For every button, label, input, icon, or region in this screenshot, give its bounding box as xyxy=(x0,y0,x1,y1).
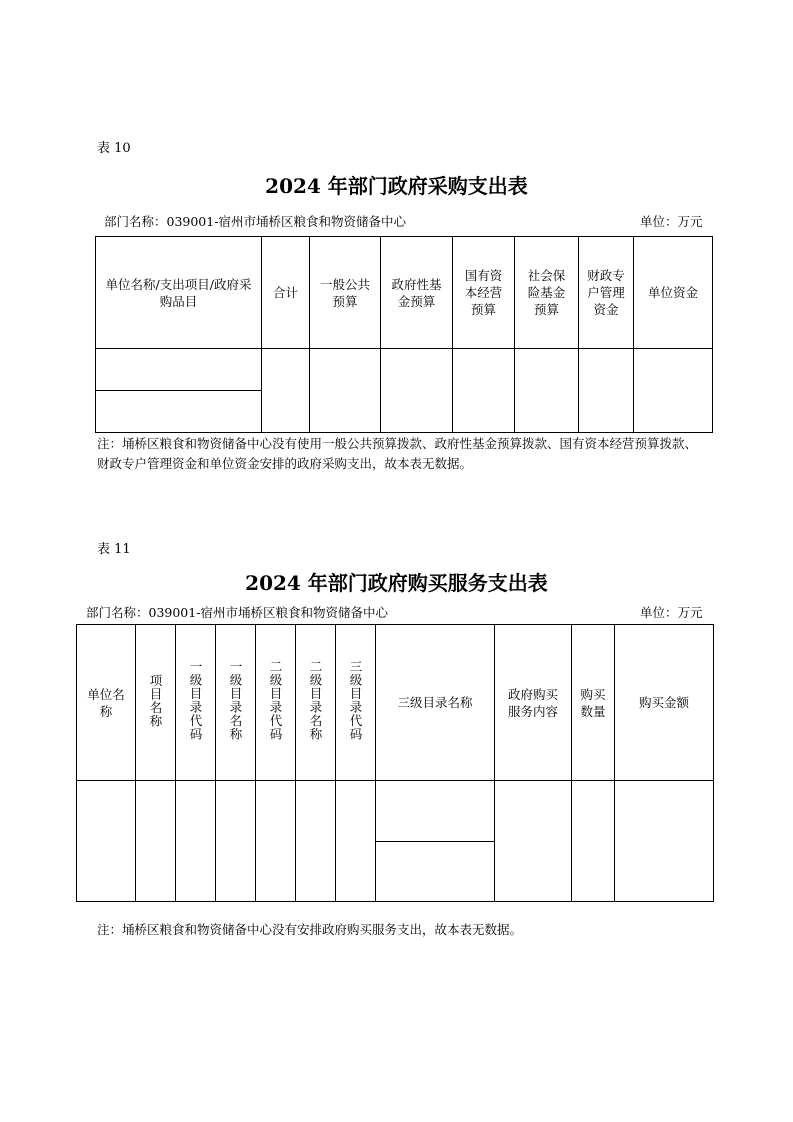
header-label: 一级目录代码 xyxy=(188,660,203,741)
empty-cell xyxy=(216,781,256,902)
header-label: 政府性基金预算 xyxy=(391,276,442,309)
table11-note: 注：埇桥区粮食和物资储备中心没有安排政府购买服务支出，故本表无数据。 xyxy=(97,922,523,937)
table10-dept: 部门名称：039001-宿州市埇桥区粮食和物资储备中心 xyxy=(104,214,406,229)
table11-dept: 部门名称：039001-宿州市埇桥区粮食和物资储备中心 xyxy=(86,605,388,620)
empty-cell xyxy=(376,781,495,842)
empty-cell xyxy=(296,781,336,902)
table11-tag: 表 11 xyxy=(97,542,131,557)
header-label: 单位资金 xyxy=(647,285,698,300)
empty-cell xyxy=(634,349,713,433)
empty-cell xyxy=(336,781,376,902)
table11-header-cell xyxy=(176,625,216,781)
table11-header-cell xyxy=(336,625,376,781)
table11-title: 2024 年部门政府购买服务支出表 xyxy=(245,571,548,595)
empty-cell xyxy=(256,781,296,902)
header-label: 一般公共预算 xyxy=(320,276,371,309)
empty-cell xyxy=(453,349,515,433)
empty-cell xyxy=(515,349,579,433)
header-label: 项目名称 xyxy=(148,673,163,728)
table10-header-cell xyxy=(96,237,262,349)
table10-header-cell xyxy=(515,237,579,349)
table10-header-cell xyxy=(453,237,515,349)
table10-header-cell xyxy=(579,237,634,349)
table10-title: 2024 年部门政府采购支出表 xyxy=(265,174,528,198)
empty-cell xyxy=(136,781,176,902)
table10-header-row xyxy=(96,237,713,349)
empty-cell xyxy=(381,349,453,433)
empty-cell xyxy=(572,781,615,902)
table11-header-cell xyxy=(296,625,336,781)
table-row xyxy=(96,349,713,391)
table11-header-cell xyxy=(495,625,572,781)
table11-header-cell xyxy=(572,625,615,781)
table10-header-cell xyxy=(262,237,310,349)
table-row xyxy=(77,781,714,842)
table11-unit: 单位：万元 xyxy=(640,605,703,620)
table10-unit: 单位：万元 xyxy=(640,214,703,229)
header-label: 购买金额 xyxy=(638,695,689,710)
empty-cell xyxy=(176,781,216,902)
government-procurement-table xyxy=(95,236,713,433)
header-label: 二级目录名称 xyxy=(308,660,323,741)
empty-cell xyxy=(96,391,262,433)
empty-cell xyxy=(495,781,572,902)
table10-tag: 表 10 xyxy=(97,141,131,156)
empty-cell xyxy=(310,349,381,433)
table10-note: 注：埇桥区粮食和物资储备中心没有使用一般公共预算拨款、政府性基金预算拨款、国有资本经营预算拨款、财政专户管理资金和单位资金安排的政府采购支出，故本表无数据。 xyxy=(97,436,698,471)
header-label: 三级目录代码 xyxy=(348,660,363,741)
empty-cell xyxy=(96,349,262,391)
table10-header-cell xyxy=(634,237,713,349)
table11-header-cell xyxy=(216,625,256,781)
empty-cell xyxy=(77,781,136,902)
service-purchase-table xyxy=(76,624,714,902)
empty-cell xyxy=(376,842,495,902)
header-label: 国有资本经营预算 xyxy=(464,268,503,317)
table11-header-cell xyxy=(256,625,296,781)
header-label: 二级目录代码 xyxy=(268,660,283,741)
table10-header-cell xyxy=(310,237,381,349)
header-label: 购买数量 xyxy=(580,686,606,719)
header-label: 合计 xyxy=(272,285,298,300)
header-label: 社会保险基金预算 xyxy=(527,268,566,317)
header-label: 财政专户管理资金 xyxy=(587,268,625,317)
table11-header-cell xyxy=(136,625,176,781)
header-label: 政府购买服务内容 xyxy=(507,686,558,719)
table11-header-cell xyxy=(615,625,714,781)
table11-header-row xyxy=(77,625,714,781)
header-label: 单位名称 xyxy=(87,686,125,719)
header-label: 一级目录名称 xyxy=(228,660,243,741)
table11-header-cell xyxy=(77,625,136,781)
table10-header-cell xyxy=(381,237,453,349)
empty-cell xyxy=(262,349,310,433)
header-label: 单位名称/支出项目/政府采购品目 xyxy=(105,276,252,309)
table11-header-cell xyxy=(376,625,495,781)
empty-cell xyxy=(579,349,634,433)
empty-cell xyxy=(615,781,714,902)
header-label: 三级目录名称 xyxy=(397,695,473,710)
